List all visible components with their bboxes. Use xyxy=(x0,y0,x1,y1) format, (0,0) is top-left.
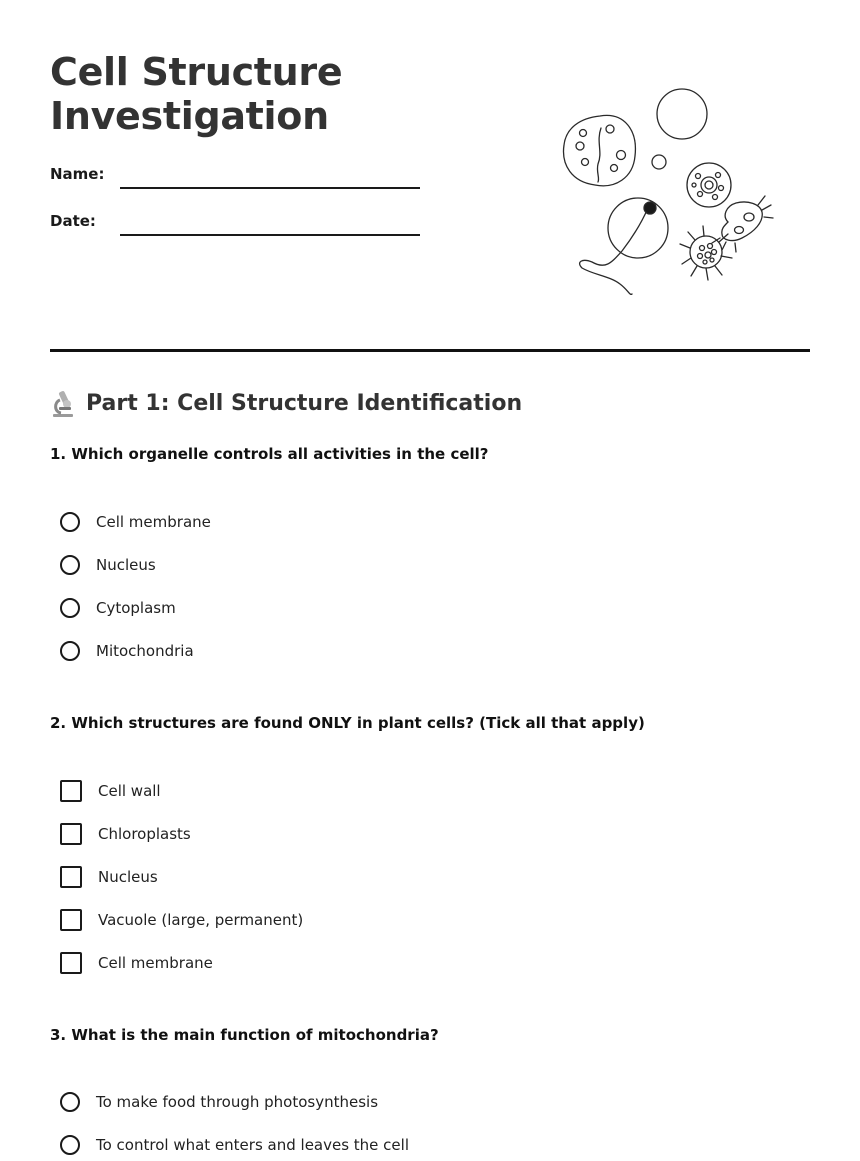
cells-illustration xyxy=(555,82,780,302)
option-label: Cell membrane xyxy=(98,954,213,972)
q2-option-vacuole[interactable] xyxy=(60,908,303,932)
q1-option-mitochondria[interactable] xyxy=(60,639,194,663)
option-label: Cell membrane xyxy=(96,513,211,531)
spiked-cell-drawing xyxy=(680,226,732,280)
radio-button[interactable] xyxy=(60,1092,80,1112)
q2-option-cell-wall[interactable] xyxy=(60,779,161,803)
nucleated-cell-drawing xyxy=(687,163,731,207)
name-label: Name: xyxy=(50,165,105,183)
date-field[interactable] xyxy=(120,234,420,236)
option-label: Nucleus xyxy=(98,868,158,886)
question-3: 3. What is the main function of mitochondria? xyxy=(50,1026,439,1044)
checkbox[interactable] xyxy=(60,780,82,802)
checkbox[interactable] xyxy=(60,823,82,845)
checkbox[interactable] xyxy=(60,909,82,931)
option-label: To make food through photosynthesis xyxy=(96,1093,379,1111)
option-label: To control what enters and leaves the cell xyxy=(96,1136,409,1154)
q3-option-photosynthesis[interactable] xyxy=(60,1090,378,1114)
question-1: 1. Which organelle controls all activities in the cell? xyxy=(50,445,489,463)
bacillus-cell-drawing xyxy=(712,196,773,252)
q2-option-chloroplasts[interactable] xyxy=(60,822,191,846)
page-title xyxy=(50,50,342,138)
radio-button[interactable] xyxy=(60,598,80,618)
q2-option-cell-membrane[interactable] xyxy=(60,951,213,975)
title-line-1: Cell Structure xyxy=(50,50,343,94)
name-field[interactable] xyxy=(120,187,420,189)
q3-option-control-entry[interactable] xyxy=(60,1133,409,1157)
option-label: Nucleus xyxy=(96,556,156,574)
q1-option-cytoplasm[interactable] xyxy=(60,596,176,620)
question-2: 2. Which structures are found ONLY in plant cells? (Tick all that apply) xyxy=(50,714,645,732)
date-label: Date: xyxy=(50,212,96,230)
option-label: Cell wall xyxy=(98,782,161,800)
option-label: Mitochondria xyxy=(96,642,194,660)
option-label: Chloroplasts xyxy=(98,825,191,843)
checkbox[interactable] xyxy=(60,866,82,888)
part1-heading xyxy=(50,388,522,418)
q1-option-nucleus[interactable] xyxy=(60,553,156,577)
radio-button[interactable] xyxy=(60,1135,80,1155)
plant-cell-drawing xyxy=(564,115,636,185)
title-line-2: Investigation xyxy=(50,94,329,138)
radio-button[interactable] xyxy=(60,641,80,661)
option-label: Cytoplasm xyxy=(96,599,176,617)
round-cell-drawing xyxy=(657,89,707,139)
option-label: Vacuole (large, permanent) xyxy=(98,911,304,929)
q2-option-nucleus[interactable] xyxy=(60,865,158,889)
checkbox[interactable] xyxy=(60,952,82,974)
radio-button[interactable] xyxy=(60,512,80,532)
part1-heading-text: Part 1: Cell Structure Identification xyxy=(86,390,523,416)
flagellate-cell-drawing xyxy=(580,198,668,294)
radio-button[interactable] xyxy=(60,555,80,575)
q1-option-cell-membrane[interactable] xyxy=(60,510,211,534)
small-cell-drawing xyxy=(652,155,666,169)
section-divider xyxy=(50,349,810,352)
microscope-icon xyxy=(50,388,76,418)
